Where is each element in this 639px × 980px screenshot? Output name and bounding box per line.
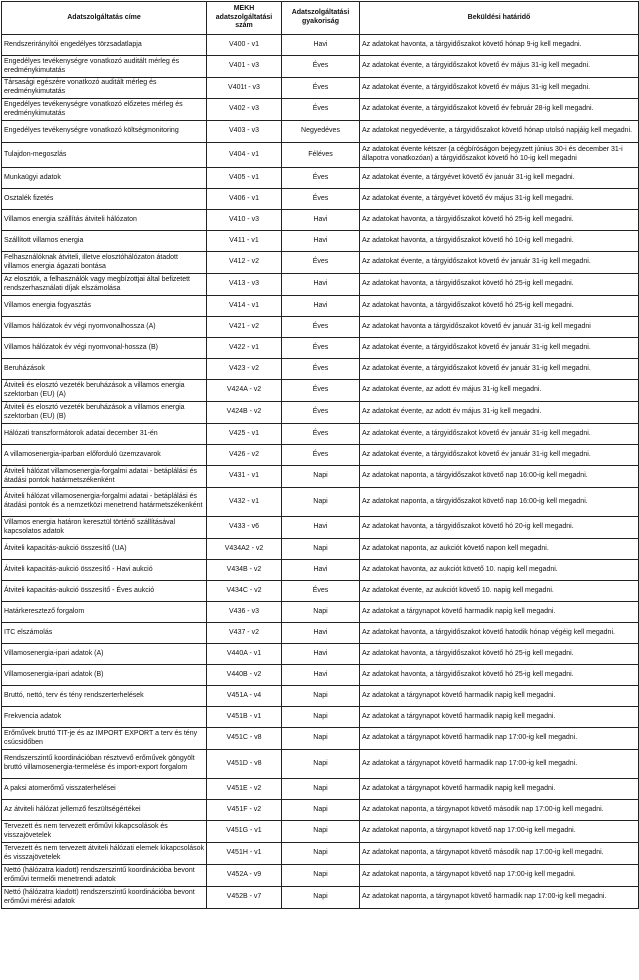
cell-deadline: Az adatokat évente, a tárgyévet követő év május 31-ig kell megadni. [360, 189, 639, 210]
cell-title: Tervezett és nem tervezett átviteli hálózati elemek kikapcsolások és visszajövetelek [2, 843, 207, 865]
table-row [2, 602, 639, 623]
cell-deadline: Az adatokat a tárgynapot követő harmadik nap 17:00-ig kell megadni. [360, 728, 639, 750]
table-row [2, 121, 639, 143]
cell-number: V422 - v1 [207, 338, 282, 359]
cell-number: V451A - v4 [207, 686, 282, 707]
cell-frequency: Havi [282, 517, 360, 539]
cell-title: Átviteli kapacitás-aukció összesítő - Havi aukció [2, 560, 207, 581]
cell-number: V433 - v6 [207, 517, 282, 539]
cell-title: Rendszerszintű koordinációban résztvevő erőművek göngyölt bruttó villamosenergia-termelése és import-export forgalom [2, 750, 207, 779]
cell-deadline: Az adatokat havonta, az aukciót követő 10. napig kell megadni. [360, 560, 639, 581]
table-row [2, 865, 639, 887]
cell-deadline: Az adatokat havonta, a tárgyidőszakot követő hó 25-ig kell megadni. [360, 296, 639, 317]
cell-deadline: Az adatokat havonta, a tárgyidőszakot követő hónap 9-ig kell megadni. [360, 35, 639, 56]
cell-number: V423 - v2 [207, 359, 282, 380]
cell-deadline: Az adatokat évente, a tárgyidőszakot követő év február 28-ig kell megadni. [360, 99, 639, 121]
cell-deadline: Az adatokat naponta, a tárgynapot követő nap 17:00-ig kell megadni. [360, 821, 639, 843]
cell-title: Osztalék fizetés [2, 189, 207, 210]
table-row [2, 231, 639, 252]
cell-number: V403 - v3 [207, 121, 282, 143]
table-row [2, 274, 639, 296]
cell-title: Tervezett és nem tervezett erőművi kikapcsolások és visszajövetelek [2, 821, 207, 843]
table-row [2, 800, 639, 821]
cell-number: V436 - v3 [207, 602, 282, 623]
cell-number: V451H - v1 [207, 843, 282, 865]
cell-frequency: Napi [282, 750, 360, 779]
table-row [2, 644, 639, 665]
table-row [2, 210, 639, 231]
cell-deadline: Az adatokat évente, az adott év május 31-ig kell megadni. [360, 402, 639, 424]
cell-frequency: Féléves [282, 143, 360, 168]
table-row [2, 380, 639, 402]
cell-number: V434A2 - v2 [207, 539, 282, 560]
cell-title: Engedélyes tevékenységre vonatkozó költségmonitoring [2, 121, 207, 143]
cell-deadline: Az adatokat évente, a tárgyévet követő év január 31-ig kell megadni. [360, 168, 639, 189]
cell-frequency: Napi [282, 865, 360, 887]
cell-title: Villamos energia fogyasztás [2, 296, 207, 317]
table-row [2, 821, 639, 843]
col-header-deadline: Beküldési határidő [360, 2, 639, 35]
cell-title: Villamos energia határon keresztül történő szállításával kapcsolatos adatok [2, 517, 207, 539]
cell-title: Villamos hálózatok év végi nyomvonal-hossza (B) [2, 338, 207, 359]
table-row [2, 99, 639, 121]
cell-title: Beruházások [2, 359, 207, 380]
cell-number: V432 - v1 [207, 488, 282, 517]
cell-deadline: Az adatokat naponta, a tárgynapot követő harmadik nap 17:00-ig kell megadni. [360, 887, 639, 909]
cell-number: V425 - v1 [207, 424, 282, 445]
table-row [2, 686, 639, 707]
cell-frequency: Éves [282, 317, 360, 338]
cell-number: V440A - v1 [207, 644, 282, 665]
cell-number: V451D - v8 [207, 750, 282, 779]
cell-title: Határkeresztező forgalom [2, 602, 207, 623]
cell-deadline: Az adatokat évente, az aukciót követő 10. napig kell megadni. [360, 581, 639, 602]
cell-number: V400 - v1 [207, 35, 282, 56]
cell-deadline: Az adatokat a tárgynapot követő harmadik napig kell megadni. [360, 686, 639, 707]
cell-frequency: Éves [282, 380, 360, 402]
cell-deadline: Az adatokat évente, a tárgyidőszakot követő év január 31-ig kell megadni. [360, 424, 639, 445]
cell-title: Átviteli és elosztó vezeték beruházások a villamos energia szektorban (EU) (A) [2, 380, 207, 402]
cell-number: V451G - v1 [207, 821, 282, 843]
cell-title: ITC elszámolás [2, 623, 207, 644]
cell-title: Engedélyes tevékenységre vonatkozó auditált mérleg és eredménykimutatás [2, 56, 207, 78]
cell-title: Felhasználóknak átviteli, illetve elosztóhálózaton átadott villamos energia ágazati bontása [2, 252, 207, 274]
cell-frequency: Éves [282, 359, 360, 380]
table-row [2, 168, 639, 189]
cell-number: V451C - v8 [207, 728, 282, 750]
cell-frequency: Éves [282, 189, 360, 210]
cell-deadline: Az adatokat évente, a tárgyidőszakot követő év január 31-ig kell megadni. [360, 252, 639, 274]
cell-frequency: Napi [282, 843, 360, 865]
cell-frequency: Havi [282, 274, 360, 296]
table-row [2, 750, 639, 779]
cell-deadline: Az adatokat havonta, a tárgyidőszakot követő hatodik hónap végéig kell megadni. [360, 623, 639, 644]
cell-title: Villamosenergia-ipari adatok (B) [2, 665, 207, 686]
cell-frequency: Éves [282, 99, 360, 121]
table-body [2, 35, 639, 909]
cell-deadline: Az adatokat a tárgynapot követő harmadik napig kell megadni. [360, 707, 639, 728]
cell-title: Nettó (hálózatra kiadott) rendszerszintű koordinációba bevont erőművi termelői menetrendi adatok [2, 865, 207, 887]
reporting-table [1, 1, 639, 909]
cell-frequency: Havi [282, 644, 360, 665]
cell-number: V402 - v3 [207, 99, 282, 121]
cell-frequency: Éves [282, 581, 360, 602]
cell-deadline: Az adatokat évente, a tárgyidőszakot követő év január 31-ig kell megadni. [360, 445, 639, 466]
cell-title: Átviteli kapacitás-aukció összesítő (UA) [2, 539, 207, 560]
cell-title: Frekvencia adatok [2, 707, 207, 728]
table-row [2, 338, 639, 359]
table-row [2, 728, 639, 750]
cell-deadline: Az adatokat évente, a tárgyidőszakot követő év május 31-ig kell megadni. [360, 56, 639, 78]
cell-deadline: Az adatokat havonta a tárgyidőszakot követő év január 31-ig kell megadni [360, 317, 639, 338]
table-row [2, 581, 639, 602]
cell-frequency: Éves [282, 402, 360, 424]
cell-title: Nettó (hálózatra kiadott) rendszerszintű koordinációba bevont erőművi mérési adatok [2, 887, 207, 909]
cell-deadline: Az adatokat naponta, a tárgynapot követő második nap 17:00-ig kell megadni. [360, 843, 639, 865]
cell-number: V451F - v2 [207, 800, 282, 821]
cell-frequency: Napi [282, 728, 360, 750]
cell-number: V424B - v2 [207, 402, 282, 424]
cell-frequency: Havi [282, 665, 360, 686]
cell-title: Villamosenergia-ipari adatok (A) [2, 644, 207, 665]
cell-number: V431 - v1 [207, 466, 282, 488]
cell-number: V440B - v2 [207, 665, 282, 686]
cell-title: Az átviteli hálózat jellemző feszültségértékei [2, 800, 207, 821]
cell-title: Munkaügyi adatok [2, 168, 207, 189]
table-row [2, 843, 639, 865]
cell-number: V451B - v1 [207, 707, 282, 728]
table-row [2, 560, 639, 581]
cell-deadline: Az adatokat naponta, a tárgynapot követő második nap 17:00-ig kell megadni. [360, 800, 639, 821]
cell-title: Átviteli hálózat villamosenergia-forgalmi adatai - betáplálási és átadási pontok és a nemzetközi menetrend határmetszékenként [2, 488, 207, 517]
table-row [2, 466, 639, 488]
cell-frequency: Napi [282, 602, 360, 623]
cell-title: Tulajdon-megoszlás [2, 143, 207, 168]
cell-number: V434B - v2 [207, 560, 282, 581]
cell-deadline: Az adatokat naponta, a tárgyidőszakot követő nap 16:00-ig kell megadni. [360, 466, 639, 488]
cell-title: Az elosztók, a felhasználók vagy megbízottjai által befizetett rendszerhasználati díjak elszámolása [2, 274, 207, 296]
cell-number: V410 - v3 [207, 210, 282, 231]
table-row [2, 189, 639, 210]
cell-frequency: Havi [282, 623, 360, 644]
table-row [2, 887, 639, 909]
cell-frequency: Havi [282, 296, 360, 317]
cell-frequency: Havi [282, 560, 360, 581]
cell-number: V401 - v3 [207, 56, 282, 78]
cell-deadline: Az adatokat naponta, a tárgyidőszakot követő nap 16:00-ig kell megadni. [360, 488, 639, 517]
cell-deadline: Az adatokat havonta, a tárgyidőszakot követő hó 25-ig kell megadni. [360, 274, 639, 296]
cell-title: Villamos energia szállítás átviteli hálózaton [2, 210, 207, 231]
cell-title: Átviteli és elosztó vezeték beruházások a villamos energia szektorban (EU) (B) [2, 402, 207, 424]
cell-number: V424A - v2 [207, 380, 282, 402]
cell-frequency: Éves [282, 338, 360, 359]
cell-title: Erőművek bruttó TIT-je és az IMPORT EXPORT a terv és tény csúcsidőben [2, 728, 207, 750]
table-row [2, 779, 639, 800]
table-row [2, 35, 639, 56]
cell-frequency: Napi [282, 800, 360, 821]
cell-frequency: Havi [282, 35, 360, 56]
table-row [2, 517, 639, 539]
cell-number: V451E - v2 [207, 779, 282, 800]
cell-number: V404 - v1 [207, 143, 282, 168]
cell-frequency: Napi [282, 488, 360, 517]
cell-title: Hálózati transzformátorok adatai december 31-én [2, 424, 207, 445]
cell-number: V414 - v1 [207, 296, 282, 317]
table-row [2, 665, 639, 686]
table-row [2, 296, 639, 317]
cell-frequency: Éves [282, 168, 360, 189]
cell-frequency: Negyedéves [282, 121, 360, 143]
cell-frequency: Napi [282, 779, 360, 800]
table-row [2, 252, 639, 274]
col-header-title: Adatszolgáltatás címe [2, 2, 207, 35]
cell-frequency: Napi [282, 887, 360, 909]
cell-deadline: Az adatokat negyedévente, a tárgyidőszakot követő hónap utolsó napjáig kell megadni. [360, 121, 639, 143]
cell-frequency: Havi [282, 210, 360, 231]
cell-deadline: Az adatokat havonta, a tárgyidőszakot követő hó 20-ig kell megadni. [360, 517, 639, 539]
cell-deadline: Az adatokat naponta, a tárgynapot követő nap 17:00-ig kell megadni. [360, 865, 639, 887]
table-row [2, 359, 639, 380]
cell-title: A villamosenergia-iparban előforduló üzemzavarok [2, 445, 207, 466]
cell-deadline: Az adatokat évente, az adott év május 31-ig kell megadni. [360, 380, 639, 402]
cell-number: V426 - v2 [207, 445, 282, 466]
cell-frequency: Éves [282, 56, 360, 78]
cell-number: V452A - v9 [207, 865, 282, 887]
cell-deadline: Az adatokat évente, a tárgyidőszakot követő év január 31-ig kell megadni. [360, 359, 639, 380]
cell-number: V434C - v2 [207, 581, 282, 602]
cell-deadline: Az adatokat havonta, a tárgyidőszakot követő hó 25-ig kell megadni. [360, 665, 639, 686]
cell-deadline: Az adatokat a tárgynapot követő harmadik napig kell megadni. [360, 602, 639, 623]
cell-number: V401t - v3 [207, 78, 282, 99]
cell-frequency: Éves [282, 78, 360, 99]
cell-deadline: Az adatokat évente, a tárgyidőszakot követő év január 31-ig kell megadni. [360, 338, 639, 359]
header-row [2, 2, 639, 35]
cell-title: Átviteli kapacitás-aukció összesítő - Éves aukció [2, 581, 207, 602]
cell-title: Társasági egészére vonatkozó auditált mérleg és eredménykimutatás [2, 78, 207, 99]
table-row [2, 317, 639, 338]
table-row [2, 424, 639, 445]
table-row [2, 707, 639, 728]
cell-number: V452B - v7 [207, 887, 282, 909]
table-row [2, 488, 639, 517]
table-row [2, 402, 639, 424]
table-row [2, 539, 639, 560]
table-row [2, 445, 639, 466]
table-row [2, 623, 639, 644]
cell-frequency: Éves [282, 252, 360, 274]
cell-frequency: Napi [282, 466, 360, 488]
cell-deadline: Az adatokat naponta, az aukciót követő napon kell megadni. [360, 539, 639, 560]
cell-frequency: Napi [282, 707, 360, 728]
cell-number: V411 - v1 [207, 231, 282, 252]
table-row [2, 143, 639, 168]
cell-title: Rendszerirányítói engedélyes törzsadatlapja [2, 35, 207, 56]
cell-number: V405 - v1 [207, 168, 282, 189]
col-header-number: MEKH adatszolgáltatási szám [207, 2, 282, 35]
cell-deadline: Az adatokat havonta, a tárgyidőszakot követő hó 25-ig kell megadni. [360, 644, 639, 665]
cell-frequency: Éves [282, 445, 360, 466]
col-header-frequency: Adatszolgáltatási gyakoriság [282, 2, 360, 35]
cell-number: V413 - v3 [207, 274, 282, 296]
cell-deadline: Az adatokat havonta, a tárgyidőszakot követő hó 10-ig kell megadni. [360, 231, 639, 252]
cell-deadline: Az adatokat évente kétszer (a cégbíróságon bejegyzett június 30-i és december 31-i állapotra vonatkozóan) a tárgyidőszakot követő hó 10-ig kell megadni [360, 143, 639, 168]
cell-title: Bruttó, nettó, terv és tény rendszerterhelések [2, 686, 207, 707]
cell-title: Átviteli hálózat villamosenergia-forgalmi adatai - betáplálási és átadási pontok határmetszékenként [2, 466, 207, 488]
cell-frequency: Napi [282, 686, 360, 707]
cell-frequency: Havi [282, 231, 360, 252]
cell-number: V437 - v2 [207, 623, 282, 644]
cell-number: V412 - v2 [207, 252, 282, 274]
cell-number: V406 - v1 [207, 189, 282, 210]
cell-title: A paksi atomerőmű visszaterhelései [2, 779, 207, 800]
table-row [2, 78, 639, 99]
cell-deadline: Az adatokat a tárgynapot követő harmadik napig kell megadni. [360, 779, 639, 800]
cell-title: Szállított villamos energia [2, 231, 207, 252]
cell-frequency: Napi [282, 539, 360, 560]
cell-title: Villamos hálózatok év végi nyomvonalhossza (A) [2, 317, 207, 338]
cell-number: V421 - v2 [207, 317, 282, 338]
cell-deadline: Az adatokat évente, a tárgyidőszakot követő év május 31-ig kell megadni. [360, 78, 639, 99]
cell-frequency: Napi [282, 821, 360, 843]
cell-deadline: Az adatokat a tárgynapot követő harmadik nap 17:00-ig kell megadni. [360, 750, 639, 779]
cell-title: Engedélyes tevékenységre vonatkozó előzetes mérleg és eredménykimutatás [2, 99, 207, 121]
table-row [2, 56, 639, 78]
cell-deadline: Az adatokat havonta, a tárgyidőszakot követő hó 25-ig kell megadni. [360, 210, 639, 231]
cell-frequency: Éves [282, 424, 360, 445]
